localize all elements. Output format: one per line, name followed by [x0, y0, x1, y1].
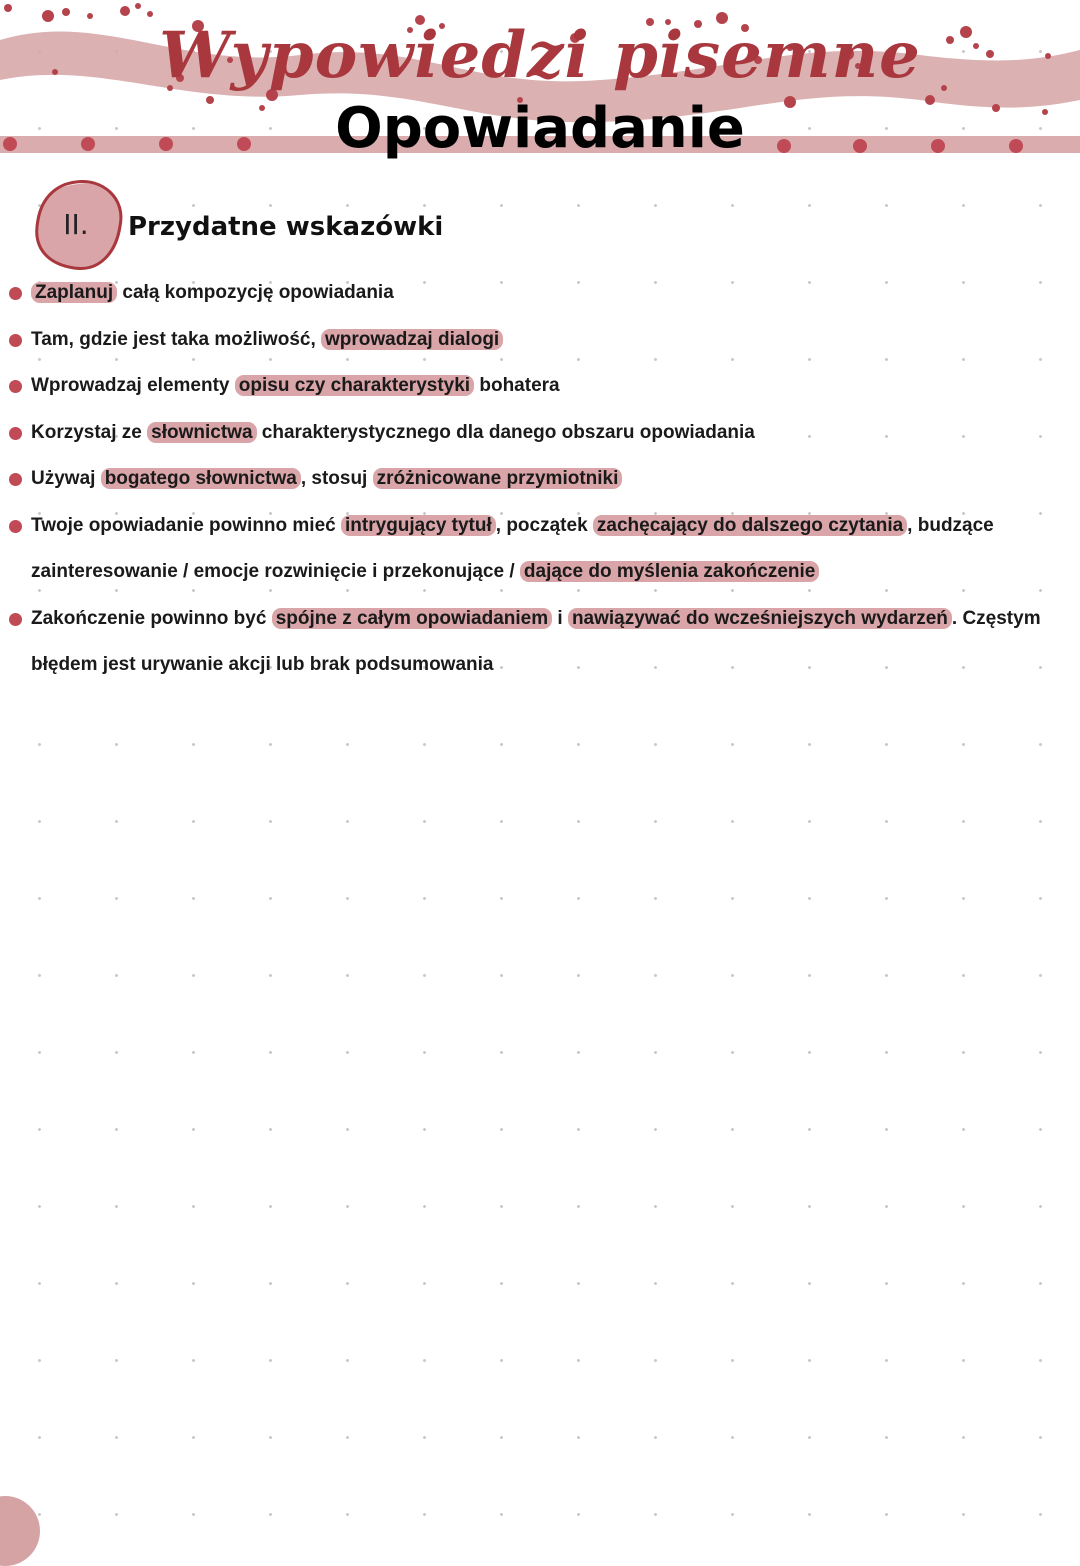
highlighted-phrase: nawiązywać do wcześniejszych wydarzeń [568, 608, 952, 629]
tip-item [0, 270, 1060, 317]
bullet-dot-icon [9, 473, 22, 486]
tip-text: Twoje opowiadanie powinno mieć [31, 514, 342, 536]
tip-text: charakterystycznego dla danego obszaru opowiadania [256, 421, 755, 443]
highlighted-phrase: Zaplanuj [31, 282, 117, 303]
tips-list [0, 270, 1060, 689]
highlighted-phrase: bogatego słownictwa [101, 468, 301, 489]
tip-text: , budzące zainteresowanie / emocje rozwinięcie i przekonujące / [31, 514, 994, 582]
highlighted-phrase: zachęcający do dalszego czytania [593, 515, 907, 536]
bullet-dot-icon [9, 613, 22, 626]
tip-item [0, 410, 1060, 457]
bullet-dot-icon [9, 427, 22, 440]
tip-item [0, 596, 1060, 689]
tip-text: Używaj [31, 468, 101, 489]
highlighted-phrase: zróżnicowane przymiotniki [373, 468, 623, 489]
highlighted-phrase: intrygujący tytuł [341, 515, 496, 536]
bullet-dot-icon [9, 334, 22, 347]
tip-text: Korzystaj ze [31, 421, 148, 443]
bullet-dot-icon [9, 287, 22, 300]
page-subtitle: Opowiadanie [335, 96, 745, 161]
tip-item [0, 363, 1060, 410]
tip-text: , początek [495, 514, 593, 536]
tip-text: i [552, 607, 568, 629]
highlighted-phrase: wprowadzaj dialogi [321, 329, 503, 350]
highlighted-phrase: spójne z całym opowiadaniem [272, 608, 552, 629]
page-main-title: Wypowiedzi pisemne [159, 18, 921, 93]
tip-text: . Częstym błędem jest urywanie akcji lub brak podsumowania [31, 607, 1041, 675]
tip-text: Tam, gdzie jest taka możliwość, [31, 328, 322, 350]
corner-decoration [0, 1496, 40, 1566]
bullet-dot-icon [9, 520, 22, 533]
tip-text: Zakończenie powinno być [31, 607, 272, 629]
highlighted-phrase: opisu czy charakterystyki [235, 375, 474, 396]
tip-item [0, 503, 1060, 596]
section-title: Przydatne wskazówki [128, 212, 444, 242]
section-number: II. [63, 208, 89, 241]
bullet-dot-icon [9, 380, 22, 393]
tip-item [0, 317, 1060, 364]
tip-text: Wprowadzaj elementy [31, 375, 235, 396]
highlighted-phrase: dające do myślenia zakończenie [520, 561, 819, 582]
tip-item [0, 456, 1060, 503]
tip-text: bohatera [474, 375, 560, 396]
tip-text: całą kompozycję opowiadania [117, 282, 394, 303]
highlighted-phrase: słownictwa [147, 422, 256, 443]
tip-text: , stosuj [300, 468, 373, 489]
